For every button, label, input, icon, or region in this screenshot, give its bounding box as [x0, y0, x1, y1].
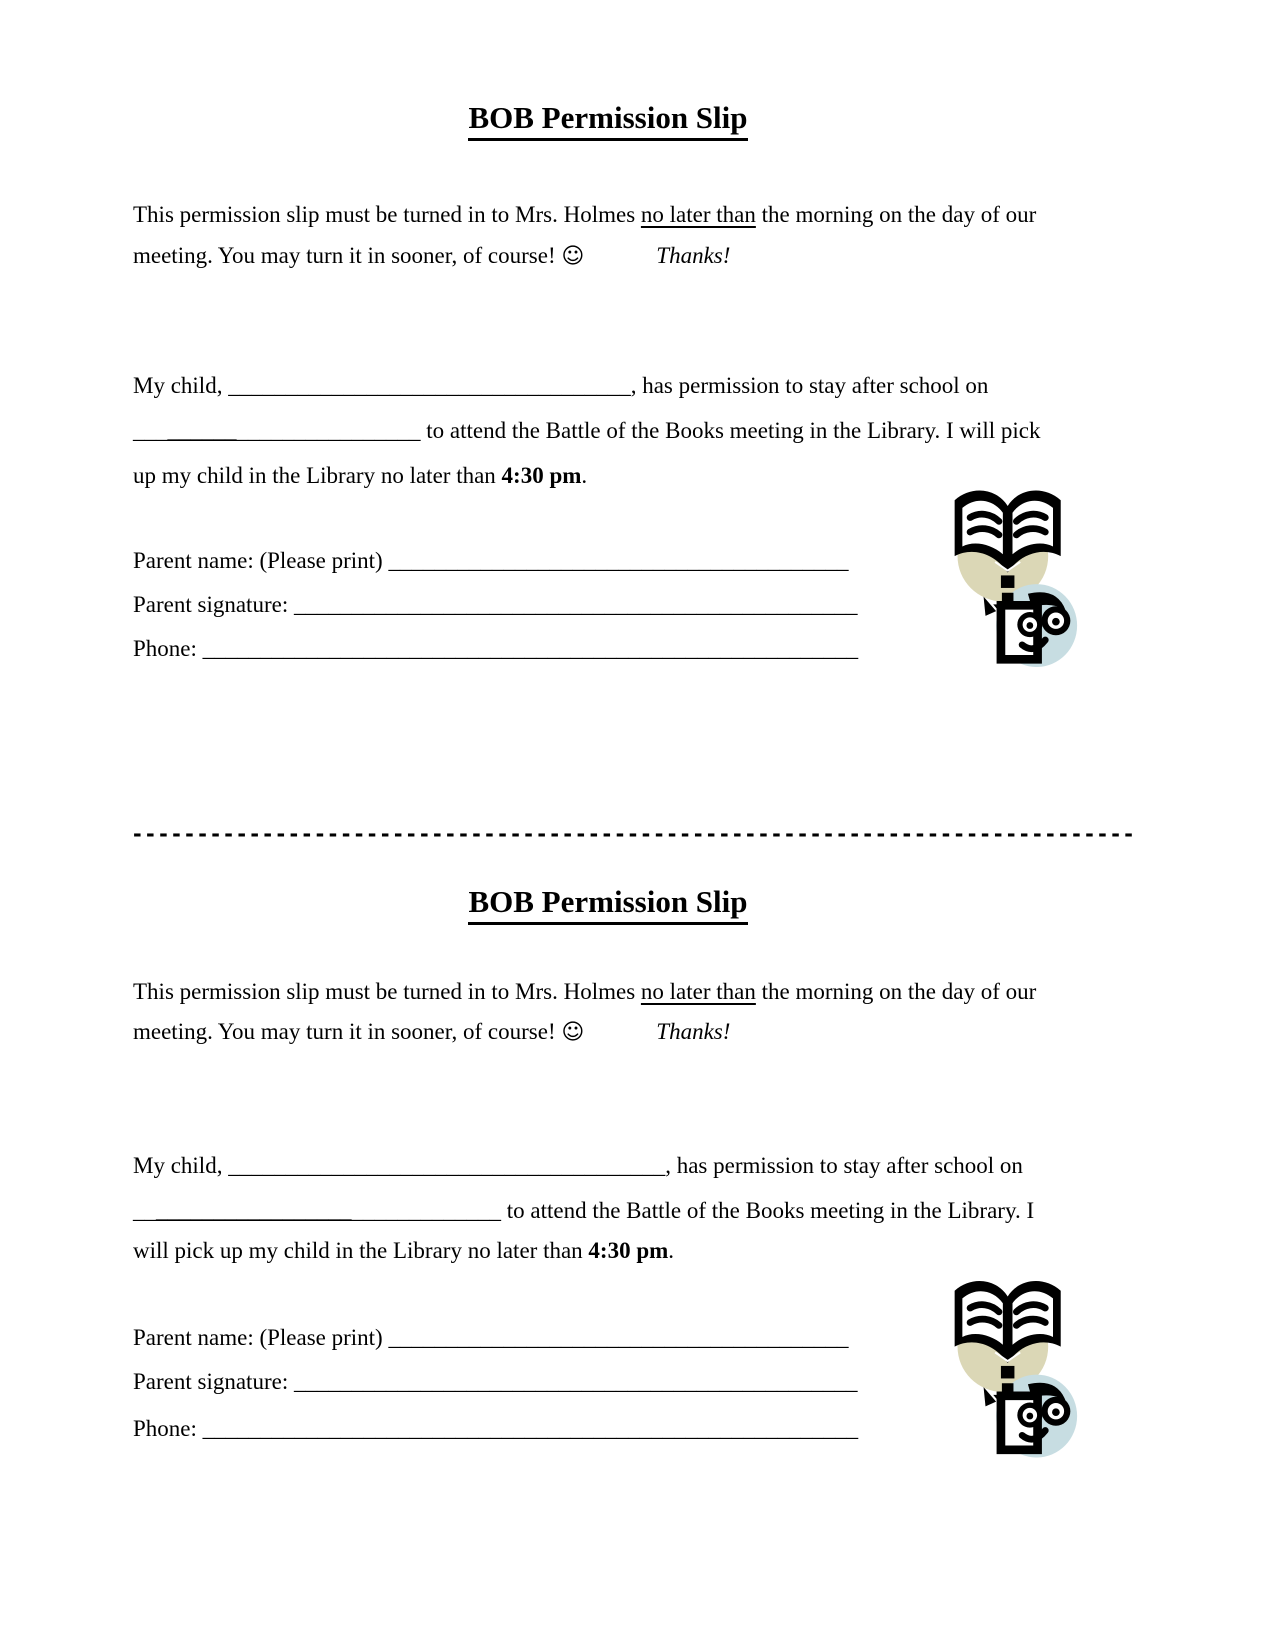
slip2-title-text: BOB Permission Slip	[468, 884, 747, 925]
slip1-phone-label: Phone:	[133, 636, 203, 661]
slip2-phone-label: Phone:	[133, 1416, 203, 1441]
open-book-reader-icon	[945, 1266, 1080, 1461]
slip2-date-line: ________________________________ to attend the Battle of the Books meeting in the Library. I	[133, 1198, 1035, 1223]
slip2-child-name-line: My child, ______________________________________, has permission to stay after school on	[133, 1153, 1023, 1178]
slip2-phone-field	[133, 1414, 858, 1444]
slip1-title-text: BOB Permission Slip	[468, 100, 747, 141]
slip1-child-name-line: My child, ___________________________________, has permission to stay after school on	[133, 373, 989, 398]
slip1-intro-line-1: This permission slip must be turned in to Mrs. Holmes no later than the morning on the day of our	[133, 202, 1037, 227]
slip2-parent-name-field	[133, 1323, 848, 1353]
slip2-parent-signature-blank: _________________________________________________	[293, 1369, 858, 1394]
slip1-parent-signature-blank: _________________________________________________	[293, 592, 858, 617]
book-into-head-clipart	[945, 1266, 1080, 1461]
open-book-reader-icon	[945, 478, 1080, 668]
slip1-intro-line-2: meeting. You may turn it in sooner, of course! ☺ Thanks!	[133, 243, 731, 269]
slip1-parent-name-label: Parent name: (Please print)	[133, 548, 389, 573]
dashed-separator: -----------------------------------------------------------------------------	[131, 822, 1136, 846]
slip2-intro-line-2: meeting. You may turn it in sooner, of course! ☺ Thanks!	[133, 1019, 731, 1045]
slip1-phone-field	[133, 634, 858, 664]
slip1-date-line: _________________________ to attend the Battle of the Books meeting in the Library. I will pick	[133, 418, 1041, 443]
slip2-parent-name-label: Parent name: (Please print)	[133, 1325, 389, 1350]
slip2-pickup-line: will pick up my child in the Library no later than 4:30 pm.	[133, 1238, 675, 1263]
book-into-head-clipart	[945, 478, 1080, 668]
slip2-parent-name-blank: ________________________________________	[388, 1325, 849, 1350]
slip1-parent-name-blank: ________________________________________	[388, 548, 849, 573]
slip2-parent-signature-label: Parent signature:	[133, 1369, 294, 1394]
slip1-title	[103, 100, 1113, 141]
slip2-intro-line-1: This permission slip must be turned in to Mrs. Holmes no later than the morning on the day of our	[133, 979, 1037, 1004]
slip2-phone-blank: _________________________________________________________	[202, 1416, 859, 1441]
slip1-phone-blank: _________________________________________________________	[202, 636, 859, 661]
slip2-title	[103, 884, 1113, 925]
slip2-parent-signature-field	[133, 1367, 857, 1397]
slip1-parent-signature-label: Parent signature:	[133, 592, 294, 617]
slip1-parent-name-field	[133, 546, 848, 576]
slip1-pickup-line: up my child in the Library no later than 4:30 pm.	[133, 463, 588, 488]
slip1-parent-signature-field	[133, 590, 857, 620]
